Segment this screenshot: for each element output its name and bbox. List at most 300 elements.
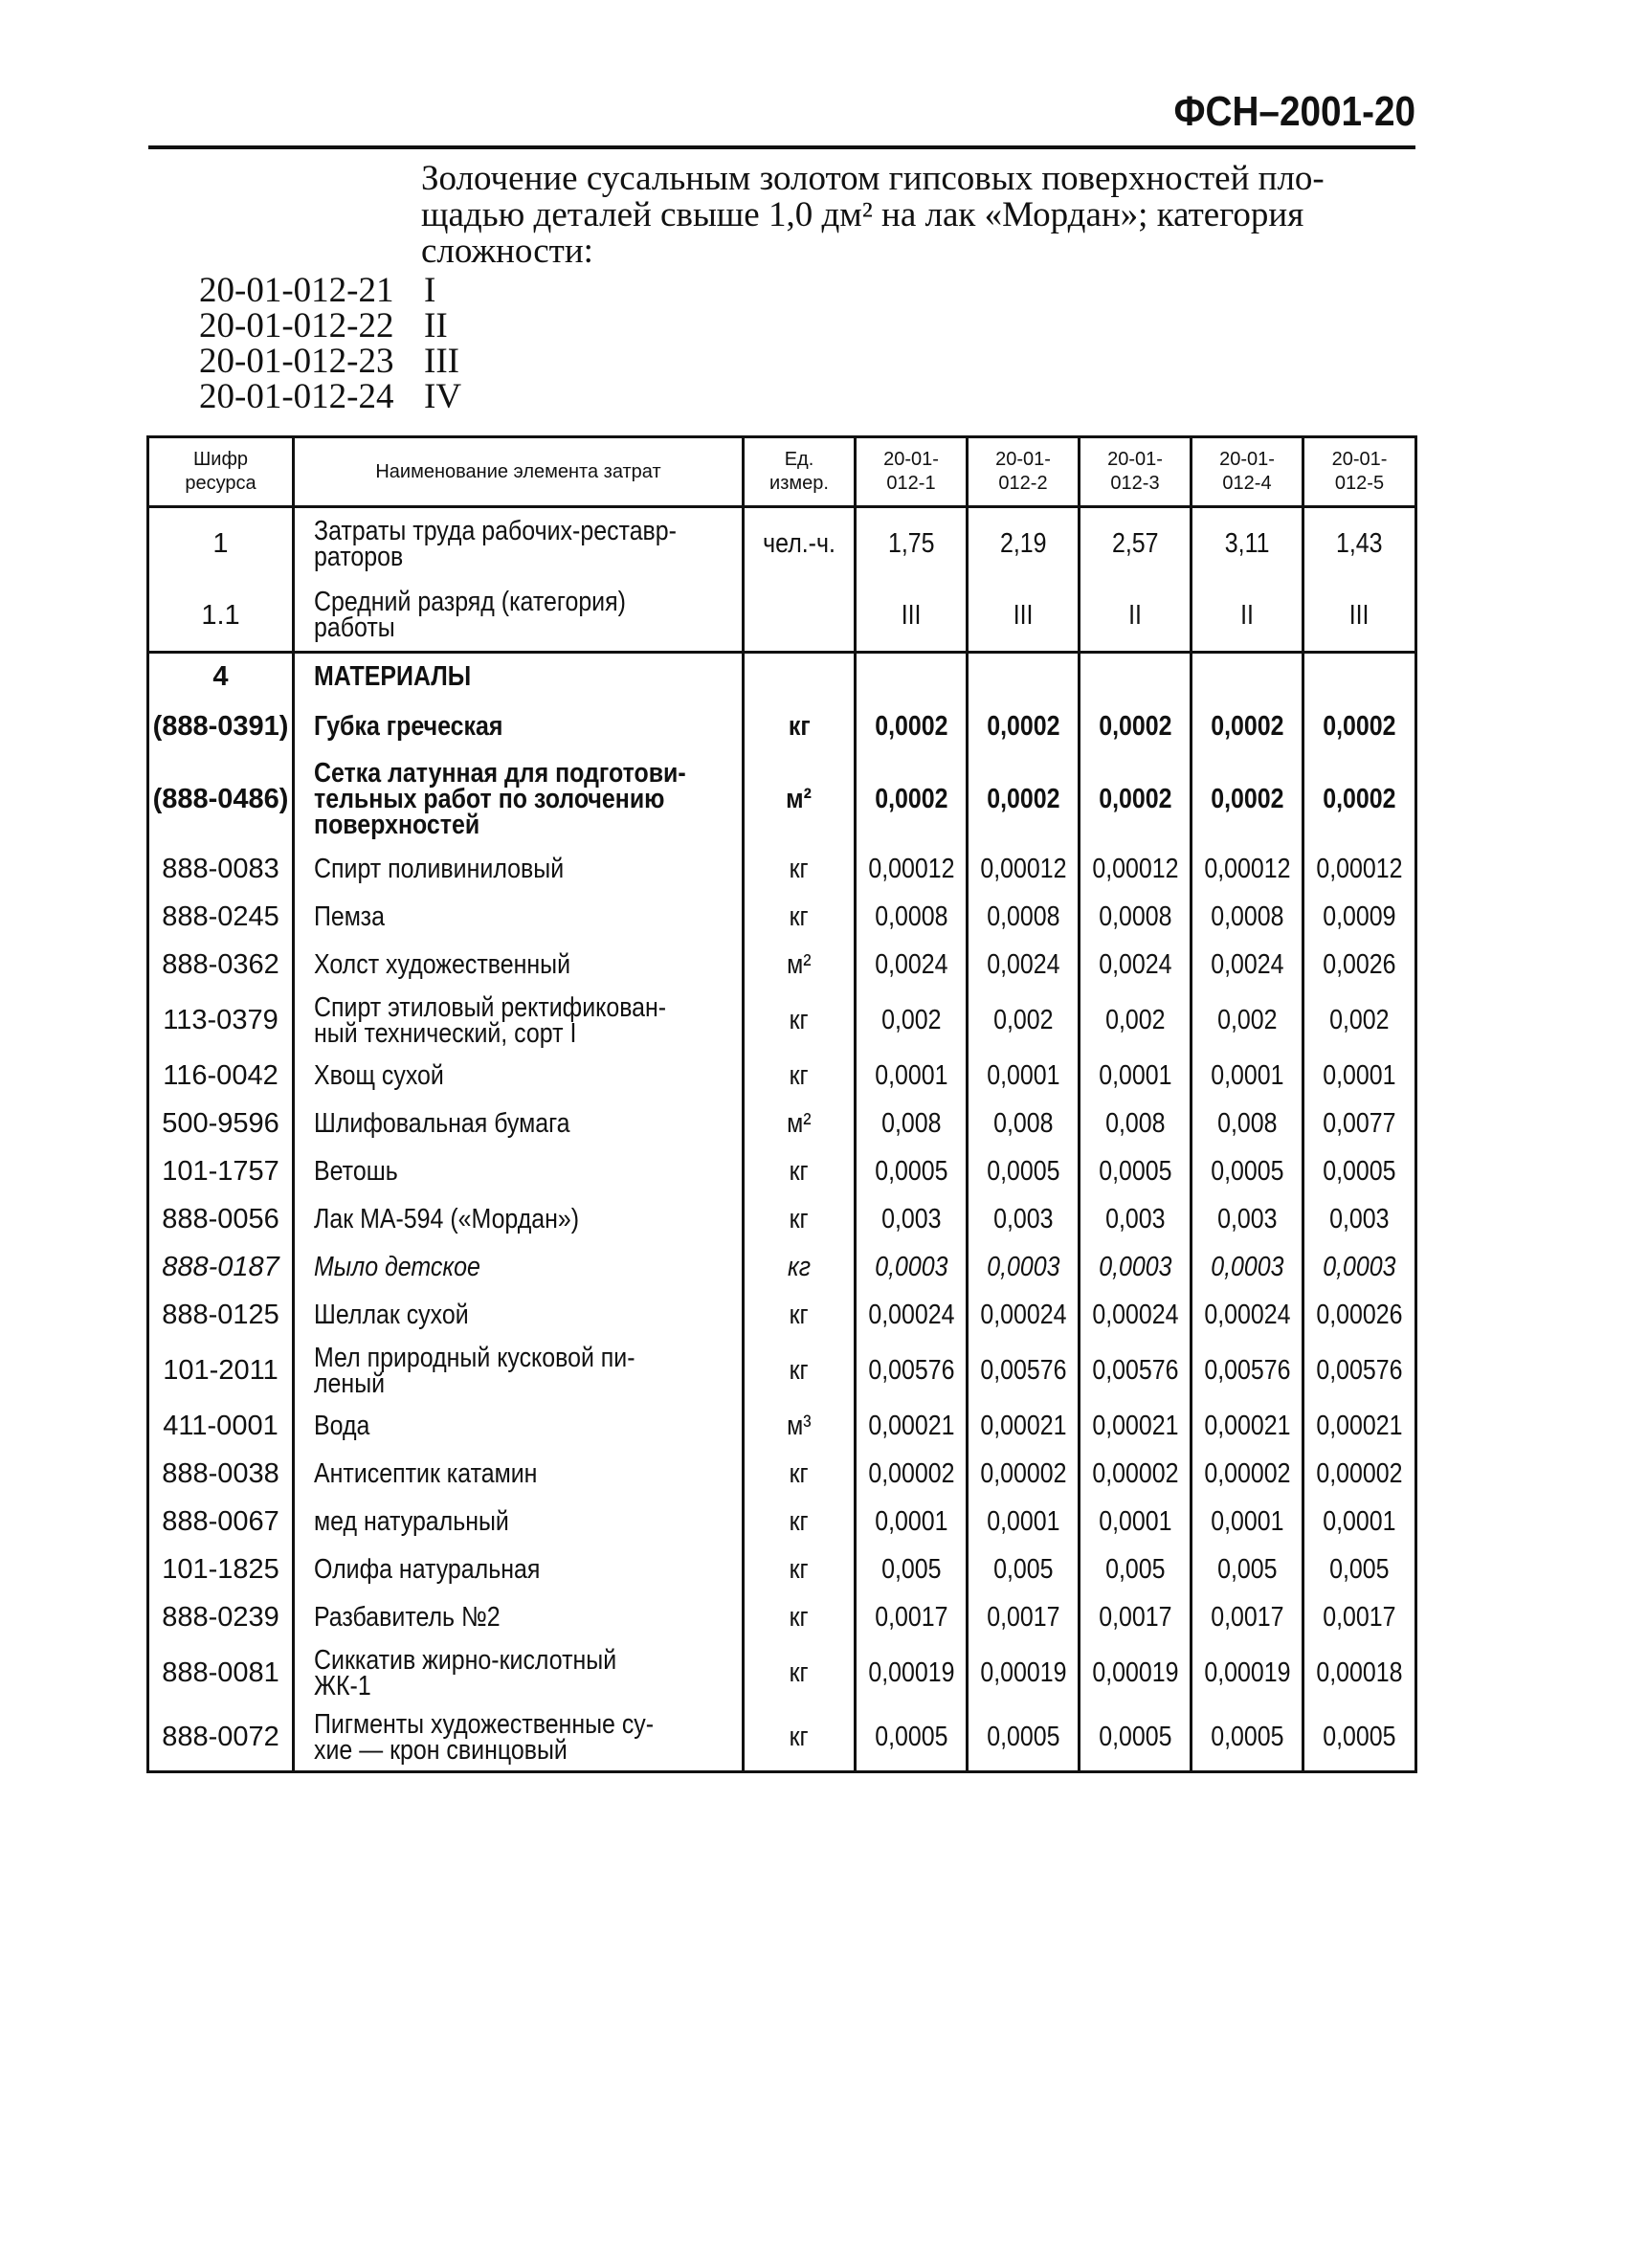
norm-value: 0,0003	[1098, 1252, 1172, 1282]
resource-code: 888-0067	[148, 1499, 294, 1546]
norm-value: 0,003	[1329, 1204, 1390, 1234]
norm-value: 0,0002	[1210, 710, 1284, 742]
unit-value: м²	[787, 1108, 812, 1139]
norm-value: 0,003	[992, 1204, 1054, 1234]
norm-value: 0,0001	[1210, 1506, 1284, 1537]
norm-value-cell	[968, 846, 1080, 894]
header-code-line2: ресурса	[185, 473, 256, 494]
norm-value-cell	[1080, 989, 1192, 1053]
norm-value-cell	[1080, 700, 1192, 753]
norm-value-cell	[968, 753, 1080, 846]
norm-value: 0,0077	[1323, 1108, 1396, 1139]
norm-value-cell	[856, 1705, 968, 1772]
resource-name	[294, 1244, 744, 1292]
norm-value: 0,0005	[874, 1156, 948, 1187]
norm-value-cell	[968, 942, 1080, 989]
norm-value: 0,0005	[986, 1722, 1060, 1753]
table-row	[148, 1292, 1416, 1340]
norm-value: 0,0017	[874, 1602, 948, 1633]
norm-value-cell	[856, 1101, 968, 1148]
norm-value-cell	[1192, 989, 1303, 1053]
norm-code: 20-01-012-23	[199, 342, 394, 381]
norm-value-cell	[856, 653, 968, 700]
resource-code: 116-0042	[148, 1053, 294, 1101]
resource-name-line: Пигменты художественные су-	[314, 1708, 655, 1740]
resource-code: (888-0486)	[148, 753, 294, 846]
norm-value: 0,003	[880, 1204, 942, 1234]
norm-value: 0,0001	[1098, 1060, 1172, 1091]
norm-value: 0,00019	[979, 1657, 1067, 1688]
norm-category: II	[424, 306, 448, 345]
norm-value-cell	[856, 1499, 968, 1546]
norm-value-cell	[968, 1101, 1080, 1148]
unit-cell	[744, 1340, 856, 1403]
table-row	[148, 1403, 1416, 1451]
norm-value-cell	[1080, 1594, 1192, 1642]
norm-value-cell	[1192, 1292, 1303, 1340]
resource-name-line: леный	[314, 1367, 386, 1399]
table-row	[148, 581, 1416, 653]
norm-value-cell	[1192, 1196, 1303, 1244]
norm-value-cell	[856, 846, 968, 894]
norm-value-cell	[1080, 1148, 1192, 1196]
unit-cell	[744, 1546, 856, 1594]
resource-code: 888-0245	[148, 894, 294, 942]
norm-value: 0,0003	[874, 1252, 948, 1282]
table-row	[148, 753, 1416, 846]
norm-value: 0,00576	[1091, 1355, 1179, 1386]
norm-value: 0,00024	[1091, 1300, 1179, 1330]
unit-cell	[744, 753, 856, 846]
table-row	[148, 1101, 1416, 1148]
resource-code: 1.1	[148, 581, 294, 653]
norm-value: 0,008	[1104, 1108, 1166, 1139]
unit-cell	[744, 700, 856, 753]
norm-code: 20-01-012-21	[199, 271, 394, 310]
norm-value: 0,00576	[867, 1355, 955, 1386]
norm-value-cell	[1303, 1101, 1416, 1148]
unit-value: кг	[789, 1060, 809, 1091]
header-col-2	[968, 437, 1080, 507]
norm-value: 0,00018	[1316, 1657, 1403, 1688]
norm-value-cell	[856, 507, 968, 581]
resource-name-line: Мел природный кусковой пи-	[314, 1342, 635, 1373]
unit-value: кг	[789, 901, 809, 932]
header-unit-line1: Ед.	[784, 449, 814, 470]
resource-code: 500-9596	[148, 1101, 294, 1148]
unit-value: кг	[789, 1602, 809, 1633]
resource-name	[294, 1642, 744, 1705]
norm-value-cell	[968, 1546, 1080, 1594]
unit-cell	[744, 1403, 856, 1451]
norm-value: 0,00012	[1091, 854, 1179, 884]
header-code	[148, 437, 294, 507]
norm-value: 0,0017	[1098, 1602, 1172, 1633]
norm-value: 0,00021	[867, 1411, 955, 1441]
resource-code: 411-0001	[148, 1403, 294, 1451]
unit-value: м³	[787, 1411, 812, 1441]
norm-category: I	[424, 271, 436, 310]
header-col-line2: 012-5	[1334, 473, 1385, 494]
norm-value: 0,0005	[1210, 1722, 1284, 1753]
norm-code: 20-01-012-24	[199, 377, 394, 416]
norm-value-cell	[1080, 507, 1192, 581]
norm-value: 0,00002	[867, 1458, 955, 1489]
table-row	[148, 1642, 1416, 1705]
norm-value-cell	[856, 1403, 968, 1451]
norm-value: 0,0001	[874, 1506, 948, 1537]
norm-value-cell	[1303, 653, 1416, 700]
resource-name	[294, 894, 744, 942]
norm-value: 0,0008	[1098, 901, 1172, 932]
norm-value-cell	[1303, 1546, 1416, 1594]
norm-value: 0,0002	[986, 710, 1060, 742]
norm-value: 0,00012	[979, 854, 1067, 884]
table-row	[148, 1196, 1416, 1244]
resource-code: 1	[148, 507, 294, 581]
norm-value-cell	[968, 653, 1080, 700]
norm-value-cell	[968, 1499, 1080, 1546]
norm-value: 0,003	[1104, 1204, 1166, 1234]
norm-value-cell	[856, 942, 968, 989]
unit-cell	[744, 989, 856, 1053]
unit-cell	[744, 1499, 856, 1546]
norm-value-cell	[1080, 1546, 1192, 1594]
header-unit-line2: измер.	[769, 473, 829, 494]
norm-value-cell	[1192, 1148, 1303, 1196]
norm-value: 0,00019	[1091, 1657, 1179, 1688]
table-row	[148, 1499, 1416, 1546]
norm-value-cell	[1192, 942, 1303, 989]
norm-value-cell	[1080, 1403, 1192, 1451]
norm-value-cell	[1303, 1244, 1416, 1292]
norm-value-cell	[968, 1053, 1080, 1101]
norm-value: 0,0009	[1323, 901, 1396, 932]
norm-value: 0,005	[1329, 1554, 1390, 1585]
norm-value-cell	[856, 989, 968, 1053]
header-name-text: Наименование элемента затрат	[375, 460, 661, 482]
unit-value: кг	[788, 710, 811, 742]
resource-name-line: Спирт этиловый ректификован-	[314, 991, 667, 1023]
norm-value-cell	[1080, 653, 1192, 700]
norm-value: 0,00002	[1091, 1458, 1179, 1489]
norm-value: 0,0005	[1323, 1722, 1396, 1753]
norm-value: 0,0008	[874, 901, 948, 932]
resource-name-line: Средний разряд (категория)	[314, 587, 626, 618]
norm-value: 0,0001	[1098, 1506, 1172, 1537]
norm-value-cell	[1080, 1340, 1192, 1403]
unit-cell	[744, 1642, 856, 1705]
resource-name-line: ный технический, сорт I	[314, 1017, 577, 1049]
norm-value-cell	[1303, 1148, 1416, 1196]
norm-value: 2,57	[1111, 528, 1159, 560]
norm-value: III	[1349, 599, 1370, 631]
resource-name-line: Сиккатив жирно-кислотный	[314, 1644, 617, 1676]
norm-value: 0,0024	[1098, 949, 1172, 980]
norm-value: 0,0005	[1098, 1722, 1172, 1753]
norm-value-cell	[1192, 1340, 1303, 1403]
norm-value: 0,00021	[1316, 1411, 1403, 1441]
resource-name	[294, 653, 744, 700]
resource-code: 888-0081	[148, 1642, 294, 1705]
resource-name	[294, 846, 744, 894]
unit-cell	[744, 894, 856, 942]
norm-value: 0,0005	[986, 1156, 1060, 1187]
resource-name-line: Шлифовальная бумага	[314, 1108, 570, 1139]
norm-value: 0,00024	[979, 1300, 1067, 1330]
unit-cell	[744, 653, 856, 700]
norm-value-cell	[1192, 846, 1303, 894]
norm-value-cell	[968, 1403, 1080, 1451]
norm-value: 1,43	[1336, 528, 1383, 560]
norm-value: 0,0001	[1323, 1506, 1396, 1537]
norm-value-cell	[1303, 1053, 1416, 1101]
resource-code: 101-1825	[148, 1546, 294, 1594]
page-header: ФСН–2001-20	[1173, 88, 1415, 135]
resource-name	[294, 700, 744, 753]
norm-value: 0,00019	[1203, 1657, 1291, 1688]
unit-value: кг	[789, 1300, 809, 1330]
norm-value-cell	[1192, 1101, 1303, 1148]
unit-value: кг	[789, 1554, 809, 1585]
resource-name-line: Ветошь	[314, 1156, 398, 1187]
norm-value: II	[1128, 599, 1142, 631]
norm-value-cell	[856, 1053, 968, 1101]
resource-code: 888-0362	[148, 942, 294, 989]
norm-value: 0,008	[1216, 1108, 1278, 1139]
resource-name-line: Лак МА-594 («Мордан»)	[314, 1204, 580, 1234]
resource-name-line: Пемза	[314, 901, 385, 932]
norm-value-cell	[1303, 1340, 1416, 1403]
header-col-line1: 20-01-	[883, 449, 939, 470]
unit-value: кг	[789, 1355, 809, 1386]
table-row	[148, 989, 1416, 1053]
norm-value-cell	[1303, 1642, 1416, 1705]
intro-paragraph	[421, 161, 1415, 270]
norm-value: 0,00012	[1316, 854, 1403, 884]
table-row	[148, 700, 1416, 753]
norm-value-cell	[1192, 894, 1303, 942]
norm-value-cell	[1080, 1499, 1192, 1546]
resource-code: (888-0391)	[148, 700, 294, 753]
unit-cell	[744, 942, 856, 989]
resource-name	[294, 1196, 744, 1244]
table-header-row	[148, 437, 1416, 507]
norm-value-cell	[1303, 1594, 1416, 1642]
unit-value: кг	[789, 1657, 809, 1688]
unit-cell	[744, 1451, 856, 1499]
norm-value: 0,005	[1216, 1554, 1278, 1585]
resource-name	[294, 1101, 744, 1148]
table-row	[148, 507, 1416, 581]
resource-name-line: Мыло детское	[314, 1252, 480, 1282]
resource-code: 4	[148, 653, 294, 700]
norm-value: 0,0017	[1323, 1602, 1396, 1633]
resource-name-line: Губка греческая	[314, 710, 503, 742]
unit-value: кг	[789, 1722, 809, 1753]
norm-value-cell	[856, 700, 968, 753]
resource-name-line: Шеллак сухой	[314, 1300, 469, 1330]
resource-code: 888-0083	[148, 846, 294, 894]
norm-value-cell	[856, 581, 968, 653]
norm-value: 0,0002	[1210, 783, 1284, 814]
norm-value-cell	[1080, 1244, 1192, 1292]
norm-value-cell	[1192, 1594, 1303, 1642]
norm-value-cell	[968, 1642, 1080, 1705]
norm-value: 0,0024	[986, 949, 1060, 980]
unit-value: м²	[786, 783, 813, 814]
norm-value-cell	[1303, 1499, 1416, 1546]
norm-value: 0,00019	[867, 1657, 955, 1688]
norm-value: 0,0024	[874, 949, 948, 980]
norm-value-cell	[1303, 989, 1416, 1053]
header-name	[294, 437, 744, 507]
norm-value: 0,00024	[1203, 1300, 1291, 1330]
resource-name-line: Антисептик катамин	[314, 1458, 538, 1489]
norm-value-cell	[1192, 1053, 1303, 1101]
norm-value: 0,0005	[1210, 1156, 1284, 1187]
header-col-line1: 20-01-	[1107, 449, 1163, 470]
norm-value: 3,11	[1224, 528, 1270, 560]
norm-value: 0,00012	[1203, 854, 1291, 884]
norm-value-cell	[968, 1244, 1080, 1292]
header-col-line1: 20-01-	[1219, 449, 1275, 470]
resource-name-line: Сетка латунная для подготови-	[314, 757, 686, 789]
resource-code: 888-0125	[148, 1292, 294, 1340]
unit-cell	[744, 1244, 856, 1292]
norm-value-cell	[968, 1196, 1080, 1244]
unit-cell	[744, 1292, 856, 1340]
norm-category: III	[424, 342, 459, 381]
resource-name-line: Хвощ сухой	[314, 1060, 444, 1091]
norm-value-cell	[968, 1292, 1080, 1340]
norm-value: 0,00021	[979, 1411, 1067, 1441]
norm-value-cell	[1303, 894, 1416, 942]
unit-cell	[744, 1053, 856, 1101]
header-col-line1: 20-01-	[995, 449, 1051, 470]
norm-value-cell	[1192, 1642, 1303, 1705]
header-col-line2: 012-2	[998, 473, 1048, 494]
resource-name-line: Олифа натуральная	[314, 1554, 541, 1585]
unit-cell	[744, 1594, 856, 1642]
norm-value: 0,00576	[1203, 1355, 1291, 1386]
header-code-line1: Шифр	[192, 449, 249, 470]
norm-value: 0,0008	[1210, 901, 1284, 932]
norm-value: 0,0002	[1098, 710, 1172, 742]
unit-cell	[744, 846, 856, 894]
norm-value: 0,002	[880, 1005, 942, 1035]
resource-name	[294, 1594, 744, 1642]
norm-value: 0,00012	[867, 854, 955, 884]
norm-value-cell	[1080, 1292, 1192, 1340]
norm-value: 0,00026	[1316, 1300, 1403, 1330]
norm-value-cell	[1080, 894, 1192, 942]
norm-value-cell	[968, 1451, 1080, 1499]
norm-value-cell	[1192, 581, 1303, 653]
unit-value: кг	[789, 1204, 809, 1234]
norm-value-cell	[1080, 1642, 1192, 1705]
norm-value: 0,00002	[1316, 1458, 1403, 1489]
norm-value: 0,0005	[1323, 1156, 1396, 1187]
header-col-line1: 20-01-	[1331, 449, 1388, 470]
intro-line: щадью деталей свыше 1,0 дм² на лак «Мордан»; категория	[421, 195, 1304, 234]
norm-value: 2,19	[999, 528, 1047, 560]
norm-value: 1,75	[887, 528, 935, 560]
norm-value: 0,0002	[986, 783, 1060, 814]
norm-value: 0,00024	[867, 1300, 955, 1330]
norm-value-cell	[856, 1292, 968, 1340]
norm-code-row	[199, 308, 461, 344]
unit-value: кг	[789, 1156, 809, 1187]
norm-value-cell	[1192, 1499, 1303, 1546]
norm-value-cell	[1080, 753, 1192, 846]
header-rule	[148, 145, 1415, 149]
table-row	[148, 894, 1416, 942]
norm-value-cell	[1303, 753, 1416, 846]
norm-value: 0,0003	[986, 1252, 1060, 1282]
resource-name	[294, 989, 744, 1053]
norm-code-row	[199, 379, 461, 414]
norm-value-cell	[1080, 1451, 1192, 1499]
norm-code-list	[199, 273, 461, 414]
norm-category: IV	[424, 377, 462, 416]
norm-value-cell	[1303, 1403, 1416, 1451]
norm-value: 0,005	[992, 1554, 1054, 1585]
norm-value-cell	[968, 700, 1080, 753]
resource-code: 888-0056	[148, 1196, 294, 1244]
table-row	[148, 846, 1416, 894]
resource-name-line: мед натуральный	[314, 1506, 509, 1537]
resource-name-line: хие — крон свинцовый	[314, 1734, 568, 1766]
norm-value: 0,00576	[1316, 1355, 1403, 1386]
norm-code: 20-01-012-22	[199, 306, 394, 345]
norm-value-cell	[1303, 1451, 1416, 1499]
resource-name	[294, 1705, 744, 1772]
norm-value-cell	[1192, 1705, 1303, 1772]
norm-value-cell	[1303, 1196, 1416, 1244]
unit-cell	[744, 1148, 856, 1196]
norm-value-cell	[1080, 1053, 1192, 1101]
norm-value: 0,0001	[1323, 1060, 1396, 1091]
table-row	[148, 942, 1416, 989]
unit-value: кг	[789, 1506, 809, 1537]
resource-name-line: работы	[314, 612, 395, 644]
table-row	[148, 1244, 1416, 1292]
resource-name	[294, 942, 744, 989]
norm-value-cell	[1192, 653, 1303, 700]
norm-value-cell	[1192, 1451, 1303, 1499]
norm-value-cell	[856, 1594, 968, 1642]
norm-value: 0,0001	[986, 1506, 1060, 1537]
norm-value: 0,0001	[874, 1060, 948, 1091]
header-col-3	[1080, 437, 1192, 507]
norm-value-cell	[856, 1148, 968, 1196]
norm-value: 0,0002	[874, 710, 948, 742]
unit-cell	[744, 1705, 856, 1772]
norm-value-cell	[1192, 1244, 1303, 1292]
resource-name-line: Вода	[314, 1411, 370, 1441]
resource-code: 113-0379	[148, 989, 294, 1053]
resource-name	[294, 1148, 744, 1196]
norm-value: 0,0002	[1323, 710, 1396, 742]
header-col-line2: 012-3	[1110, 473, 1160, 494]
norm-value: 0,002	[992, 1005, 1054, 1035]
header-col-5	[1303, 437, 1416, 507]
norm-value-cell	[1303, 942, 1416, 989]
norm-value-cell	[1080, 1705, 1192, 1772]
unit-cell	[744, 581, 856, 653]
resource-code: 888-0187	[148, 1244, 294, 1292]
